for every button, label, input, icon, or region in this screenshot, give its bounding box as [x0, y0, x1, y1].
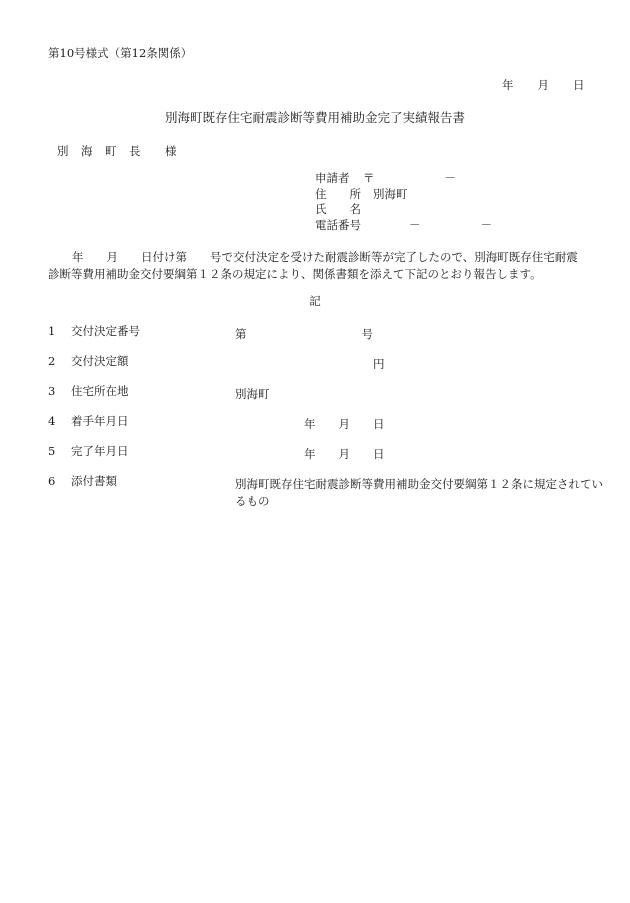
item-row-5 — [48, 446, 608, 463]
item-number: 5 — [48, 444, 56, 458]
phone-dash-1: － — [409, 217, 421, 232]
addressee: 別 海 町 長 様 — [57, 144, 177, 158]
item-value: 円 — [235, 357, 385, 371]
item-row-2 — [48, 356, 608, 373]
item-label: 着手年月日 — [71, 414, 129, 428]
item-row-6 — [48, 476, 608, 510]
item-label: 交付決定額 — [71, 354, 129, 368]
item-row-4 — [48, 416, 608, 433]
report-body-paragraph: 年 月 日付け第 号で交付決定を受けた耐震診断等が完了したので、別海町既存住宅耐震診断等費用補助金交付要綱第１２条の規定により、関係書類を添えて下記のとおり報告します。 — [48, 250, 578, 281]
postal-dash: － — [444, 171, 456, 185]
item-number: 2 — [48, 354, 56, 368]
item-row-1 — [48, 326, 608, 343]
item-value: 別海町既存住宅耐震診断等費用補助金交付要綱第１２条に規定されているもの — [235, 477, 603, 508]
address-label: 住 所 — [315, 186, 361, 201]
phone-label: 電話番号 — [315, 217, 361, 232]
item-label: 完了年月日 — [71, 444, 129, 458]
document-title: 別海町既存住宅耐震診断等費用補助金完了実績報告書 — [164, 110, 465, 125]
item-label: 添付書類 — [71, 474, 117, 488]
postal-mark: 〒 — [363, 171, 375, 185]
ki-heading: 記 — [309, 294, 321, 308]
name-label: 氏 名 — [315, 202, 361, 216]
date-year-label: 年 — [502, 78, 514, 92]
phone-dash-2: － — [480, 217, 492, 232]
report-date — [502, 80, 585, 92]
address-value: 別海町 — [373, 186, 408, 201]
date-day-label: 日 — [573, 78, 585, 92]
item-number: 4 — [48, 414, 56, 428]
item-row-3 — [48, 386, 608, 403]
item-number: 3 — [48, 384, 56, 398]
item-value: 別海町 — [235, 387, 270, 401]
applicant-label: 申請者 — [315, 171, 350, 185]
applicant-block — [315, 173, 492, 235]
item-value: 年 月 日 — [235, 447, 385, 461]
report-body — [48, 249, 588, 283]
item-label: 交付決定番号 — [71, 324, 140, 338]
item-label: 住宅所在地 — [71, 384, 129, 398]
form-number: 第10号様式（第12条関係） — [48, 46, 193, 60]
item-value: 年 月 日 — [235, 417, 385, 431]
date-month-label: 月 — [537, 78, 549, 92]
item-number: 1 — [48, 324, 56, 338]
item-number: 6 — [48, 474, 56, 488]
applicant-phone-row — [315, 217, 492, 236]
item-value: 第 号 — [235, 327, 373, 341]
